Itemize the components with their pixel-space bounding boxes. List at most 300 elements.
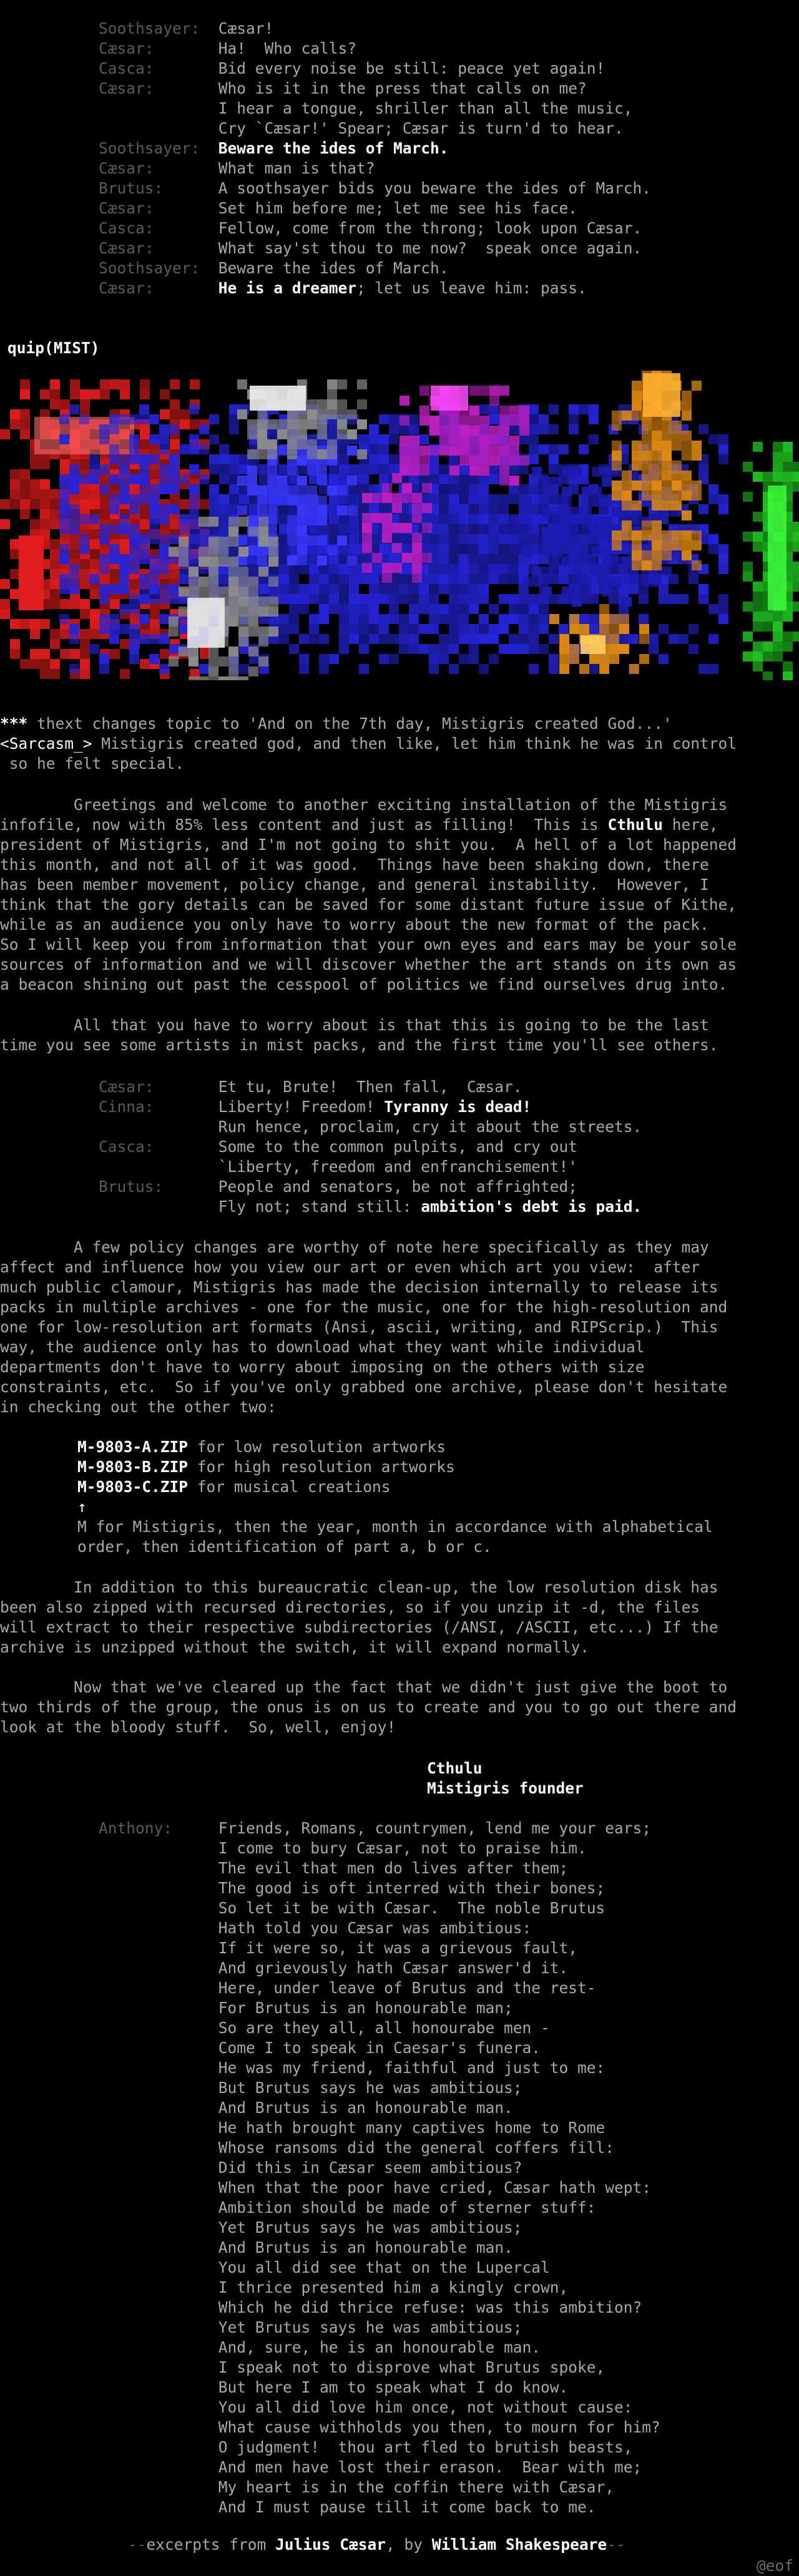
orange-letter-block xyxy=(569,624,579,634)
blue-letter-block xyxy=(89,574,99,584)
blue-letter-block xyxy=(79,534,89,544)
gray-letter-block xyxy=(317,429,327,439)
blue-letter-block xyxy=(317,555,327,565)
blue-letter-block xyxy=(369,484,379,494)
red-letter-block xyxy=(120,379,130,389)
red-letter-block xyxy=(70,649,80,659)
blue-letter-block xyxy=(509,614,519,624)
orange-letter-block xyxy=(652,471,662,481)
red-letter-block xyxy=(50,589,60,599)
orange-letter-block xyxy=(639,634,649,644)
gray-letter-block xyxy=(169,656,179,666)
red-letter-block xyxy=(120,639,130,649)
blue-letter-block xyxy=(119,474,129,484)
orange-letter-block xyxy=(682,481,692,490)
orange-letter-block xyxy=(672,540,682,550)
blue-letter-block xyxy=(287,555,297,565)
dialogue-line: Cinna: Liberty! Freedom! Tyranny is dead! xyxy=(99,1098,532,1116)
orange-letter-block xyxy=(632,391,642,401)
red-letter-block xyxy=(130,579,140,589)
blue-letter-block xyxy=(247,485,257,495)
blue-letter-block xyxy=(139,484,149,494)
blue-letter-block xyxy=(79,474,89,484)
blue-letter-block xyxy=(632,517,642,527)
blue-letter-block xyxy=(562,537,572,547)
blue-letter-block xyxy=(489,414,499,424)
blue-letter-block xyxy=(379,544,389,554)
blue-letter-block xyxy=(159,594,169,604)
red-letter-block xyxy=(100,509,110,519)
blue-letter-block xyxy=(139,554,149,564)
magenta-letter-block xyxy=(400,436,409,446)
blue-letter-block xyxy=(359,604,369,614)
blue-letter-block xyxy=(718,594,728,604)
green-letter-block xyxy=(743,562,753,572)
gray-letter-block xyxy=(189,577,199,587)
gray-letter-block xyxy=(357,449,367,459)
green-letter-block xyxy=(753,542,763,552)
blue-letter-block xyxy=(639,614,649,624)
blue-letter-block xyxy=(149,484,159,494)
speech-line: What cause withholds you then, to mourn for him? xyxy=(218,2418,660,2436)
red-letter-block xyxy=(80,629,90,639)
blue-letter-block xyxy=(329,524,339,534)
paragraph-line: sources of information and we will discover whether the art stands on its own as xyxy=(0,955,737,973)
gray-letter-block xyxy=(258,527,268,537)
orange-letter-block xyxy=(569,614,579,624)
magenta-letter-block xyxy=(459,416,469,426)
blue-letter-block xyxy=(539,424,549,434)
blue-letter-block xyxy=(349,464,359,474)
blue-letter-block xyxy=(109,504,119,514)
blue-letter-block xyxy=(139,634,149,644)
magenta-letter-block xyxy=(459,456,469,466)
red-letter-block xyxy=(50,559,60,569)
orange-letter-block xyxy=(652,520,662,530)
gray-letter-block xyxy=(337,419,347,429)
speech-line: So are they all, all honourabe men - xyxy=(218,2019,550,2037)
blue-letter-block xyxy=(159,444,169,454)
red-letter-block xyxy=(30,629,40,639)
blue-letter-block xyxy=(337,505,347,515)
blue-letter-block xyxy=(389,654,399,664)
blue-letter-block xyxy=(379,634,389,644)
magenta-letter-block xyxy=(499,446,509,456)
red-letter-block xyxy=(10,409,20,419)
blue-letter-block xyxy=(529,604,539,614)
blue-letter-block xyxy=(169,464,179,474)
blue-letter-block xyxy=(589,434,599,444)
blue-letter-block xyxy=(109,614,119,624)
blue-letter-block xyxy=(429,534,439,544)
red-letter-block xyxy=(90,629,100,639)
blue-letter-block xyxy=(489,534,499,544)
blue-letter-block xyxy=(219,444,229,454)
blue-letter-block xyxy=(509,484,519,494)
orange-letter-block xyxy=(672,530,682,540)
blue-letter-block xyxy=(429,454,439,464)
dialogue-line: Run hence, proclaim, cry it about the streets. xyxy=(218,1118,642,1136)
blue-letter-block xyxy=(529,484,539,494)
orange-letter-block xyxy=(682,441,692,451)
blue-letter-block xyxy=(389,594,399,604)
blue-letter-block xyxy=(532,577,542,587)
blue-letter-block xyxy=(119,454,129,464)
gray-letter-block xyxy=(199,557,208,567)
magenta-letter-block xyxy=(479,466,489,476)
magenta-letter-block xyxy=(392,473,402,483)
blue-letter-block xyxy=(459,504,469,514)
blue-letter-block xyxy=(569,414,579,424)
orange-letter-block xyxy=(642,550,652,560)
gray-letter-block xyxy=(248,577,258,587)
gray-letter-block xyxy=(199,547,208,557)
gray-letter-block xyxy=(248,527,258,537)
dialogue-line: Casca: Bid every noise be still: peace yet again! xyxy=(99,59,605,77)
blue-letter-block xyxy=(369,594,379,604)
blue-letter-block xyxy=(309,584,319,594)
blue-letter-block xyxy=(237,535,247,545)
blue-letter-block xyxy=(479,614,489,624)
orange-letter-block xyxy=(549,614,559,624)
blue-letter-block xyxy=(419,594,429,604)
blue-letter-block xyxy=(109,424,119,434)
red-letter-block xyxy=(20,509,30,519)
blue-letter-block xyxy=(529,664,539,674)
blue-letter-block xyxy=(267,485,277,495)
blue-letter-block xyxy=(287,466,297,476)
blue-letter-block xyxy=(369,634,379,644)
blue-letter-block xyxy=(119,554,129,564)
blue-letter-block xyxy=(159,614,169,624)
blue-letter-block xyxy=(169,504,179,514)
blue-letter-block xyxy=(429,644,439,654)
blue-letter-block xyxy=(549,654,559,664)
speech-line: Yet Brutus says he was ambitious; xyxy=(218,2318,522,2336)
orange-letter-block xyxy=(672,431,682,441)
magenta-letter-block xyxy=(400,446,409,456)
paragraph-line: this month, and not all of it was good. Things have been shaking down, there xyxy=(0,856,709,874)
blue-letter-block xyxy=(219,464,229,474)
blue-letter-block xyxy=(289,574,299,584)
paragraph-line: much public clamour, Mistigris has made the decision internally to release its xyxy=(0,1278,718,1296)
blue-letter-block xyxy=(59,544,69,554)
paragraph-line: Greetings and welcome to another exciting installation of the Mistigris xyxy=(0,796,728,814)
red-letter-block xyxy=(0,609,10,619)
red-letter-block xyxy=(160,389,170,399)
orange-letter-block xyxy=(682,411,692,421)
magenta-letter-block xyxy=(362,493,372,503)
blue-letter-block xyxy=(369,434,379,444)
magenta-letter-block xyxy=(382,493,392,503)
gray-letter-block xyxy=(208,666,218,676)
red-letter-block xyxy=(40,479,50,489)
red-letter-block xyxy=(40,669,50,679)
orange-letter-block xyxy=(632,540,642,550)
blue-letter-block xyxy=(389,604,399,614)
magenta-letter-block xyxy=(372,493,382,503)
blue-letter-block xyxy=(708,544,718,554)
orange-letter-block xyxy=(652,490,662,500)
blue-letter-block xyxy=(119,584,129,594)
blue-letter-block xyxy=(449,574,459,584)
blue-letter-block xyxy=(562,507,572,517)
blue-letter-block xyxy=(369,424,379,434)
speech-line: And I must pause till it come back to me. xyxy=(218,2498,596,2516)
blue-letter-block xyxy=(139,594,149,604)
blue-letter-block xyxy=(469,504,479,514)
magenta-letter-block xyxy=(459,426,469,436)
dialogue-line: Brutus: A soothsayer bids you beware the ides of March. xyxy=(99,179,652,197)
blue-letter-block xyxy=(572,547,582,557)
blue-letter-block xyxy=(419,624,429,634)
blue-letter-block xyxy=(109,524,119,534)
green-letter-block xyxy=(743,572,753,582)
blue-letter-block xyxy=(237,476,247,485)
gray-letter-block xyxy=(199,676,208,680)
blue-letter-block xyxy=(449,584,459,594)
blue-letter-block xyxy=(159,554,169,564)
blue-letter-block xyxy=(59,524,69,534)
gray-letter-block xyxy=(337,379,347,389)
blue-letter-block xyxy=(277,476,287,485)
red-letter-block xyxy=(140,519,150,529)
gray-letter-block xyxy=(357,399,367,409)
blue-letter-block xyxy=(542,587,552,597)
dialogue-line: Cæsar: He is a dreamer; let us leave him: pass. xyxy=(99,279,587,297)
blue-letter-block xyxy=(509,604,519,614)
orange-letter-block xyxy=(652,540,662,550)
blue-letter-block xyxy=(399,614,409,624)
blue-letter-block xyxy=(299,594,309,604)
orange-letter-block xyxy=(642,490,652,500)
red-letter-block xyxy=(20,499,30,509)
blue-letter-block xyxy=(549,454,559,464)
blue-letter-block xyxy=(582,517,592,527)
orange-letter-block xyxy=(692,441,702,451)
paragraph-line: time you see some artists in mist packs, and the first time you'll see others. xyxy=(0,1036,718,1054)
blue-letter-block xyxy=(59,474,69,484)
blue-letter-block xyxy=(329,514,339,524)
gray-letter-block xyxy=(228,587,238,597)
paragraph-line: affect and influence how you view our art or even which art you view: after xyxy=(0,1258,700,1276)
green-letter-block xyxy=(783,612,793,622)
blue-letter-block xyxy=(479,624,489,634)
red-letter-block xyxy=(20,409,30,419)
speech-line: You all did see that on the Lupercal xyxy=(218,2258,550,2276)
magenta-letter-block xyxy=(419,386,429,396)
irc-topic-line: *** thext changes topic to 'And on the 7th day, Mistigris created God...' xyxy=(0,715,672,733)
blue-letter-block xyxy=(439,504,449,514)
blue-letter-block xyxy=(489,524,499,534)
orange-letter-block xyxy=(672,500,682,510)
blue-letter-block xyxy=(389,554,399,564)
speech-line: When that the poor have cried, Cæsar hath wept: xyxy=(218,2178,652,2197)
blue-letter-block xyxy=(479,594,489,604)
blue-letter-block xyxy=(189,444,199,454)
gray-letter-block xyxy=(169,617,179,627)
magenta-letter-block xyxy=(499,456,509,466)
blue-letter-block xyxy=(79,414,89,424)
blue-letter-block xyxy=(649,634,659,644)
blue-letter-block xyxy=(359,574,369,584)
green-letter-block xyxy=(743,602,753,612)
magenta-letter-block xyxy=(469,466,479,476)
blue-letter-block xyxy=(329,474,339,484)
magenta-letter-block xyxy=(392,543,402,553)
blue-letter-block xyxy=(519,614,529,624)
blue-letter-block xyxy=(99,584,109,594)
blue-letter-block xyxy=(149,514,159,524)
green-letter-block xyxy=(743,532,753,542)
magenta-letter-block xyxy=(479,386,489,396)
signature-title: Mistigris founder xyxy=(427,1779,584,1797)
gray-letter-block xyxy=(307,409,317,419)
blue-letter-block xyxy=(119,624,129,634)
blue-letter-block xyxy=(479,404,489,414)
speech-line: And grievously hath Cæsar answer'd it. xyxy=(218,1959,569,1977)
blue-letter-block xyxy=(109,454,119,464)
red-letter-block xyxy=(80,599,90,609)
red-letter-block xyxy=(10,589,20,599)
magenta-letter-block xyxy=(469,436,479,446)
magenta-letter-block xyxy=(362,543,372,553)
blue-letter-block xyxy=(539,624,549,634)
blue-letter-block xyxy=(409,624,419,634)
blue-letter-block xyxy=(129,534,139,544)
blue-letter-block xyxy=(489,654,499,664)
gray-letter-block xyxy=(287,419,297,429)
green-letter-block xyxy=(763,642,773,651)
blue-letter-block xyxy=(339,454,349,464)
blue-letter-block xyxy=(489,504,499,514)
blue-letter-block xyxy=(69,564,79,574)
red-letter-block xyxy=(180,419,190,429)
blue-letter-block xyxy=(219,524,229,534)
red-letter-block xyxy=(50,519,60,529)
blue-letter-block xyxy=(317,535,327,545)
gray-letter-block xyxy=(238,617,248,627)
blue-letter-block xyxy=(379,584,389,594)
blue-letter-block xyxy=(69,634,79,644)
blue-letter-block xyxy=(629,634,639,644)
orange-letter-block xyxy=(579,624,589,634)
blue-letter-block xyxy=(257,485,267,495)
magenta-letter-block xyxy=(409,446,419,456)
dialogue-line: Brutus: People and senators, be not affrighted; xyxy=(99,1178,578,1196)
blue-letter-block xyxy=(718,434,728,444)
gray-letter-block xyxy=(317,449,327,459)
blue-letter-block xyxy=(509,554,519,564)
blue-letter-block xyxy=(129,644,139,654)
blue-letter-block xyxy=(219,454,229,464)
speech-line: O judgment! thou art fled to brutish beasts, xyxy=(218,2438,633,2456)
blue-letter-block xyxy=(209,484,219,494)
blue-letter-block xyxy=(229,424,239,434)
blue-letter-block xyxy=(99,594,109,604)
red-letter-block xyxy=(50,539,60,549)
red-letter-block xyxy=(20,469,30,479)
blue-letter-block xyxy=(429,624,439,634)
blue-letter-block xyxy=(287,515,297,525)
orange-letter-block xyxy=(642,481,652,490)
blue-letter-block xyxy=(459,474,469,484)
magenta-letter-block xyxy=(392,503,402,513)
blue-letter-block xyxy=(129,594,139,604)
blue-letter-block xyxy=(119,604,129,614)
blue-letter-block xyxy=(409,594,419,604)
blue-letter-block xyxy=(349,494,359,504)
magenta-letter-block xyxy=(402,553,412,563)
blue-letter-block xyxy=(529,614,539,624)
orange-letter-block xyxy=(642,441,652,451)
blue-letter-block xyxy=(449,534,459,544)
dialogue-line: Soothsayer: Cæsar! xyxy=(99,19,274,37)
blue-letter-block xyxy=(339,544,349,554)
gray-letter-block xyxy=(208,676,218,680)
red-letter-block xyxy=(40,489,50,499)
blue-letter-block xyxy=(519,604,529,614)
blue-letter-block xyxy=(129,654,139,664)
blue-letter-block xyxy=(522,517,532,527)
blue-letter-block xyxy=(409,414,419,424)
blue-letter-block xyxy=(499,574,509,584)
blue-letter-block xyxy=(339,584,349,594)
blue-letter-block xyxy=(499,644,509,654)
gray-letter-block xyxy=(268,577,278,587)
blue-letter-block xyxy=(369,614,379,624)
red-letter-block xyxy=(50,599,60,609)
blue-letter-block xyxy=(159,634,169,644)
magenta-letter-block xyxy=(489,396,499,406)
blue-letter-block xyxy=(429,654,439,664)
orange-letter-block xyxy=(612,490,622,500)
gray-letter-block xyxy=(268,557,278,567)
magenta-letter-block xyxy=(459,436,469,446)
white-highlight xyxy=(187,598,225,648)
orange-letter-block xyxy=(642,471,652,481)
blue-letter-block xyxy=(89,514,99,524)
green-letter-block xyxy=(753,602,763,612)
gray-letter-block xyxy=(228,537,238,547)
blue-letter-block xyxy=(299,564,309,574)
blue-letter-block xyxy=(699,664,708,674)
blue-letter-block xyxy=(519,644,529,654)
blue-letter-block xyxy=(317,495,327,505)
blue-letter-block xyxy=(619,634,629,644)
blue-letter-block xyxy=(419,434,429,444)
green-letter-block xyxy=(773,472,783,482)
blue-letter-block xyxy=(59,414,69,424)
blue-letter-block xyxy=(69,664,79,674)
blue-letter-block xyxy=(79,544,89,554)
magenta-letter-block xyxy=(479,436,489,446)
blue-letter-block xyxy=(439,614,449,624)
blue-letter-block xyxy=(339,564,349,574)
magenta-letter-block xyxy=(412,513,422,523)
blue-letter-block xyxy=(287,525,297,535)
red-letter-block xyxy=(50,379,60,389)
blue-letter-block xyxy=(499,514,509,524)
green-letter-block xyxy=(753,642,763,651)
blue-letter-block xyxy=(199,424,209,434)
blue-letter-block xyxy=(449,544,459,554)
speech-line: And men have lost their erason. Bear with me; xyxy=(218,2458,642,2476)
red-letter-block xyxy=(0,429,10,439)
orange-letter-block xyxy=(642,530,652,540)
blue-letter-block xyxy=(562,527,572,537)
blue-letter-block xyxy=(169,584,179,594)
